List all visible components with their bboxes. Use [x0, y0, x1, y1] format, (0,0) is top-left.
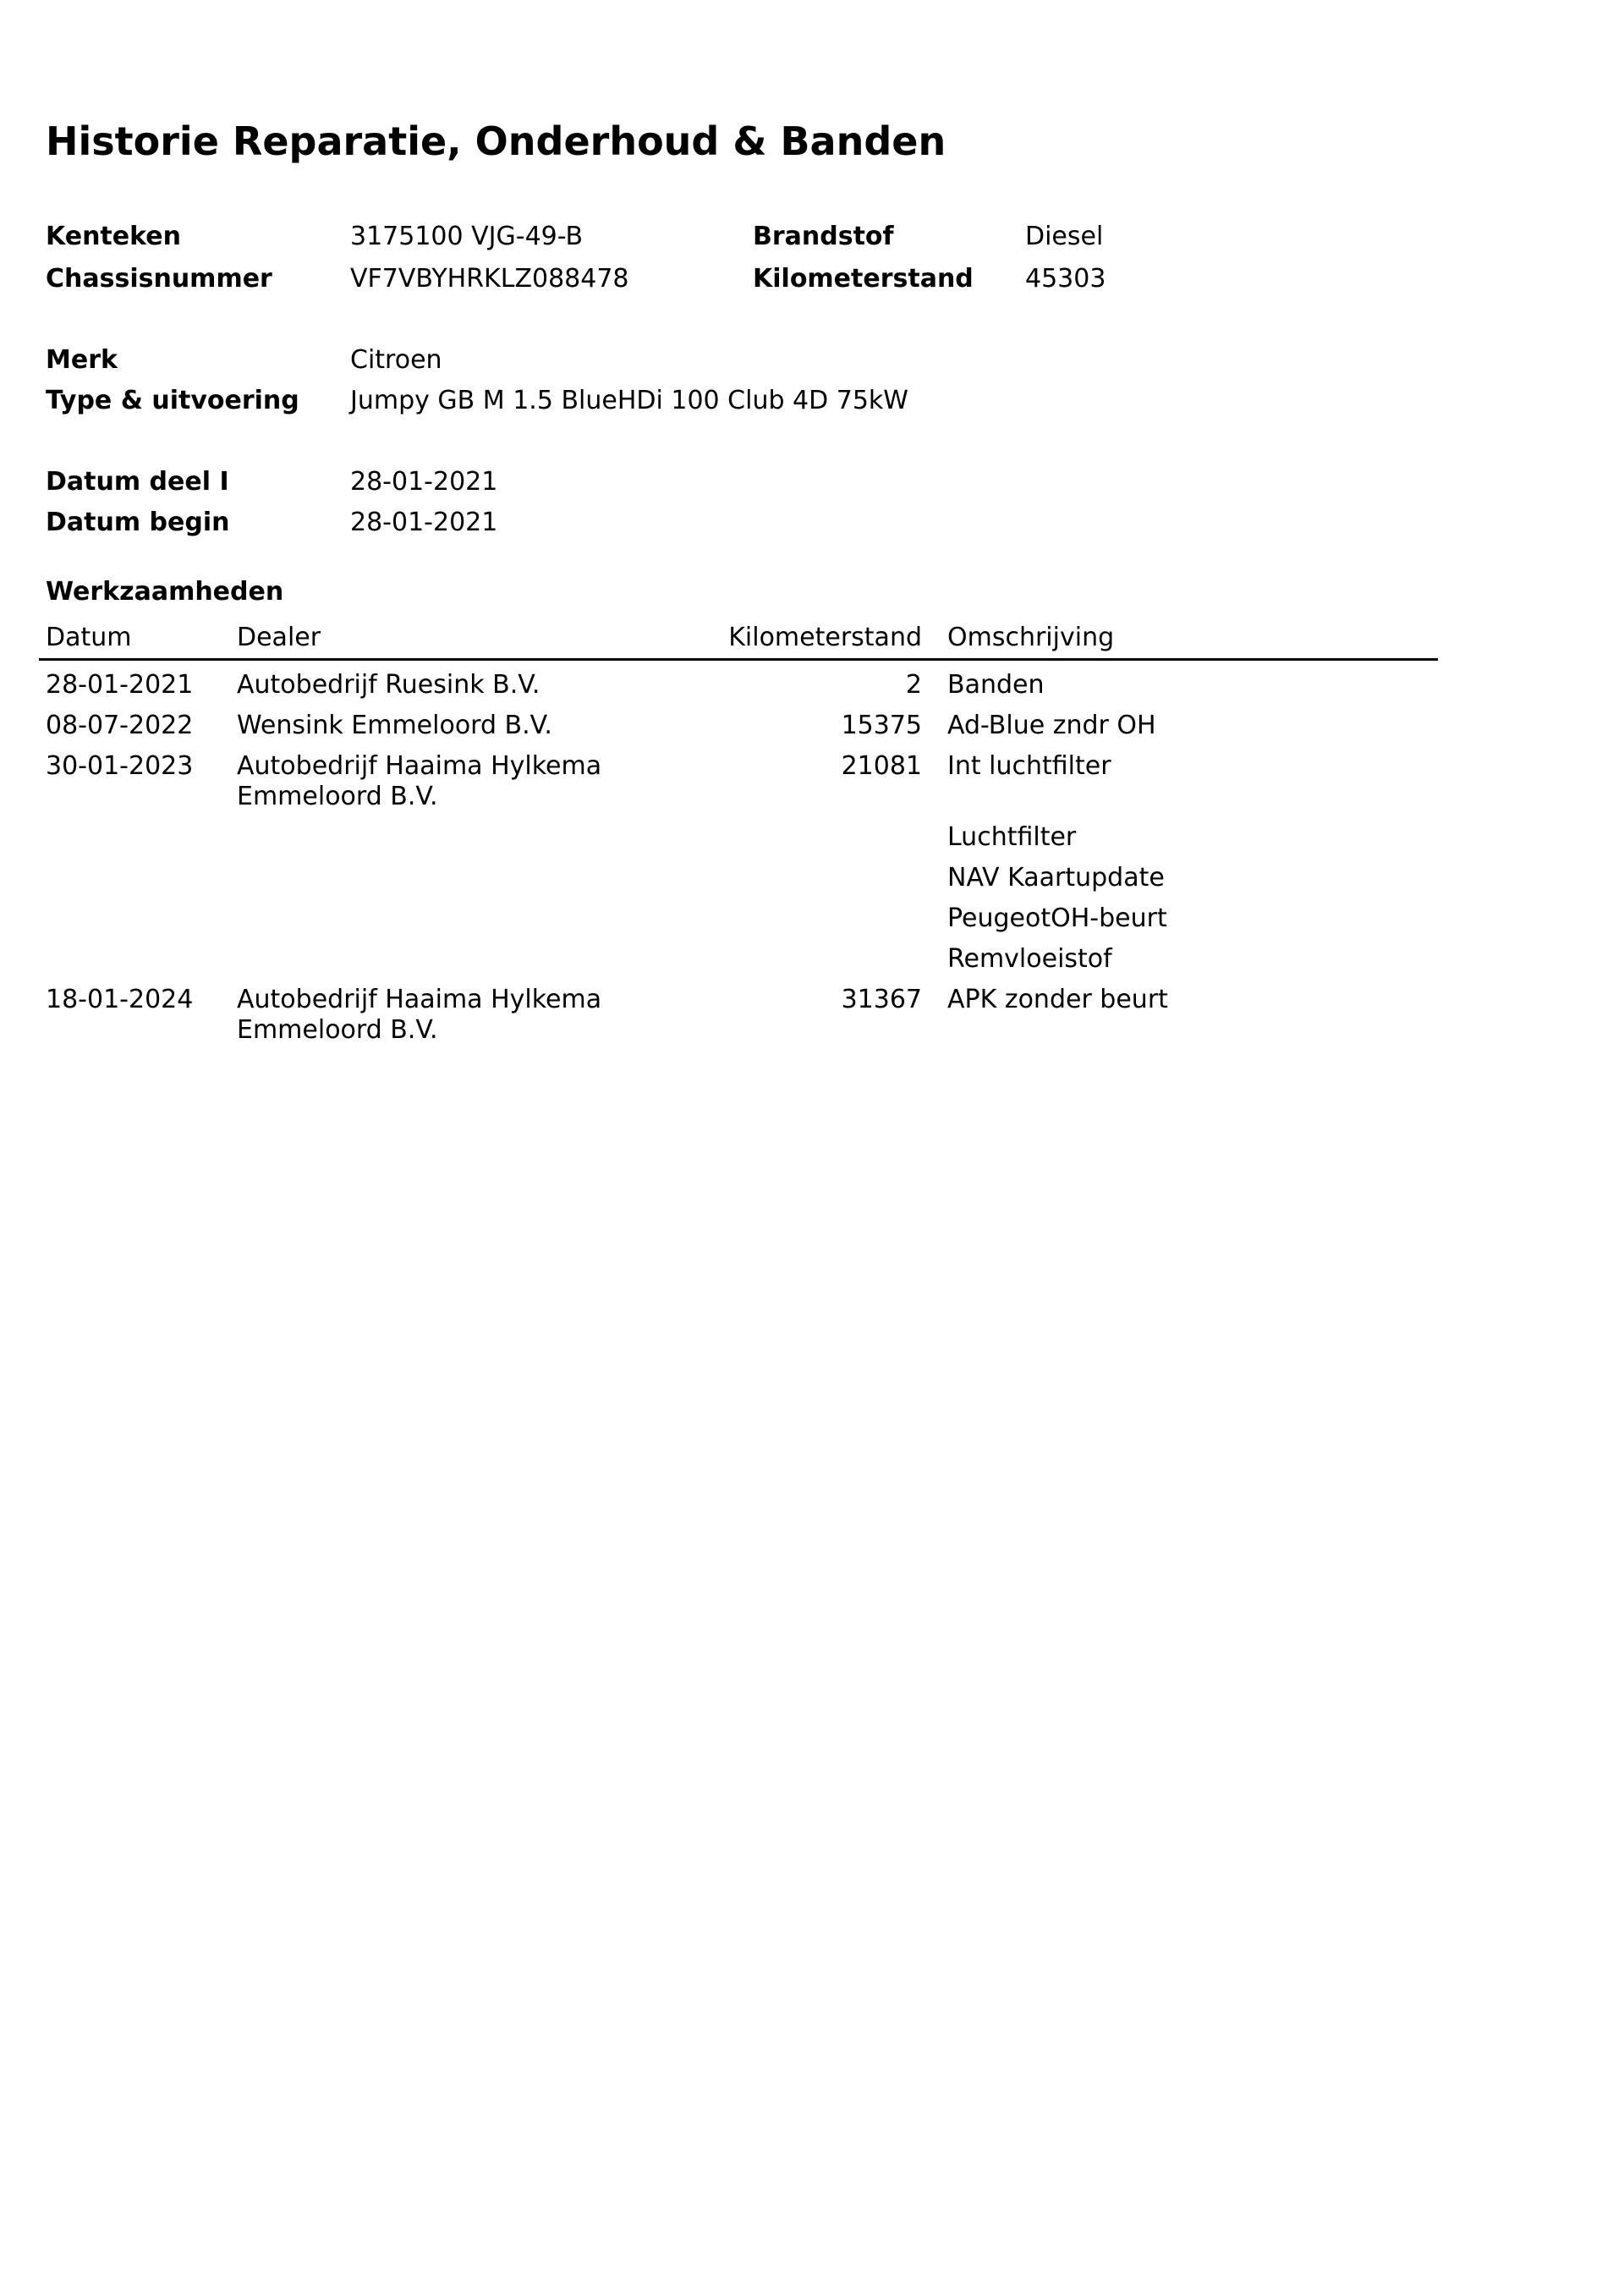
- row-description: Remvloeistof: [947, 944, 1112, 974]
- row-dealer: Autobedrijf Haaima Hylkema Emmeloord B.V.: [237, 985, 602, 1045]
- werkzaamheden-title: Werkzaamheden: [46, 577, 284, 607]
- row-km: 21081: [841, 751, 922, 781]
- type-value: Jumpy GB M 1.5 BlueHDi 100 Club 4D 75kW: [350, 386, 908, 415]
- type-label: Type & uitvoering: [46, 386, 299, 415]
- column-header-omschrijving: Omschrijving: [947, 623, 1115, 652]
- row-dealer: Autobedrijf Ruesink B.V.: [237, 670, 540, 700]
- datum-deel-value: 28-01-2021: [350, 467, 498, 497]
- datum-begin-value: 28-01-2021: [350, 508, 498, 537]
- chassisnummer-value: VF7VBYHRKLZ088478: [350, 264, 629, 294]
- row-date: 28-01-2021: [46, 670, 194, 700]
- row-dealer: Wensink Emmeloord B.V.: [237, 711, 552, 740]
- row-description: Banden: [947, 670, 1045, 700]
- row-description: APK zonder beurt: [947, 985, 1168, 1014]
- row-description: PeugeotOH-beurt: [947, 904, 1167, 933]
- row-description: Int luchtfilter: [947, 751, 1111, 781]
- brandstof-value: Diesel: [1025, 222, 1104, 251]
- werkzaamheden-table: [39, 618, 1438, 1045]
- row-date: 30-01-2023: [46, 751, 194, 781]
- row-date: 08-07-2022: [46, 711, 194, 740]
- page-title: Historie Reparatie, Onderhoud & Banden: [46, 118, 946, 164]
- row-description: Luchtfilter: [947, 822, 1077, 852]
- column-header-dealer: Dealer: [237, 623, 321, 652]
- kilometerstand-label: Kilometerstand: [753, 264, 974, 294]
- datum-deel-label: Datum deel I: [46, 467, 229, 497]
- chassisnummer-label: Chassisnummer: [46, 264, 272, 294]
- kenteken-label: Kenteken: [46, 222, 181, 251]
- row-km: 31367: [841, 985, 922, 1014]
- row-description: Ad-Blue zndr OH: [947, 711, 1156, 740]
- row-date: 18-01-2024: [46, 985, 194, 1014]
- kilometerstand-value: 45303: [1025, 264, 1106, 294]
- brandstof-label: Brandstof: [753, 222, 894, 251]
- row-description: NAV Kaartupdate: [947, 863, 1165, 893]
- column-header-datum: Datum: [46, 623, 132, 652]
- kenteken-value: 3175100 VJG-49-B: [350, 222, 584, 251]
- row-km: 15375: [841, 711, 922, 740]
- column-header-kilometerstand: Kilometerstand: [728, 623, 922, 652]
- merk-value: Citroen: [350, 345, 442, 375]
- row-km: 2: [905, 670, 922, 700]
- datum-begin-label: Datum begin: [46, 508, 230, 537]
- row-dealer: Autobedrijf Haaima Hylkema Emmeloord B.V.: [237, 751, 602, 811]
- merk-label: Merk: [46, 345, 118, 375]
- table-header: [39, 618, 1438, 661]
